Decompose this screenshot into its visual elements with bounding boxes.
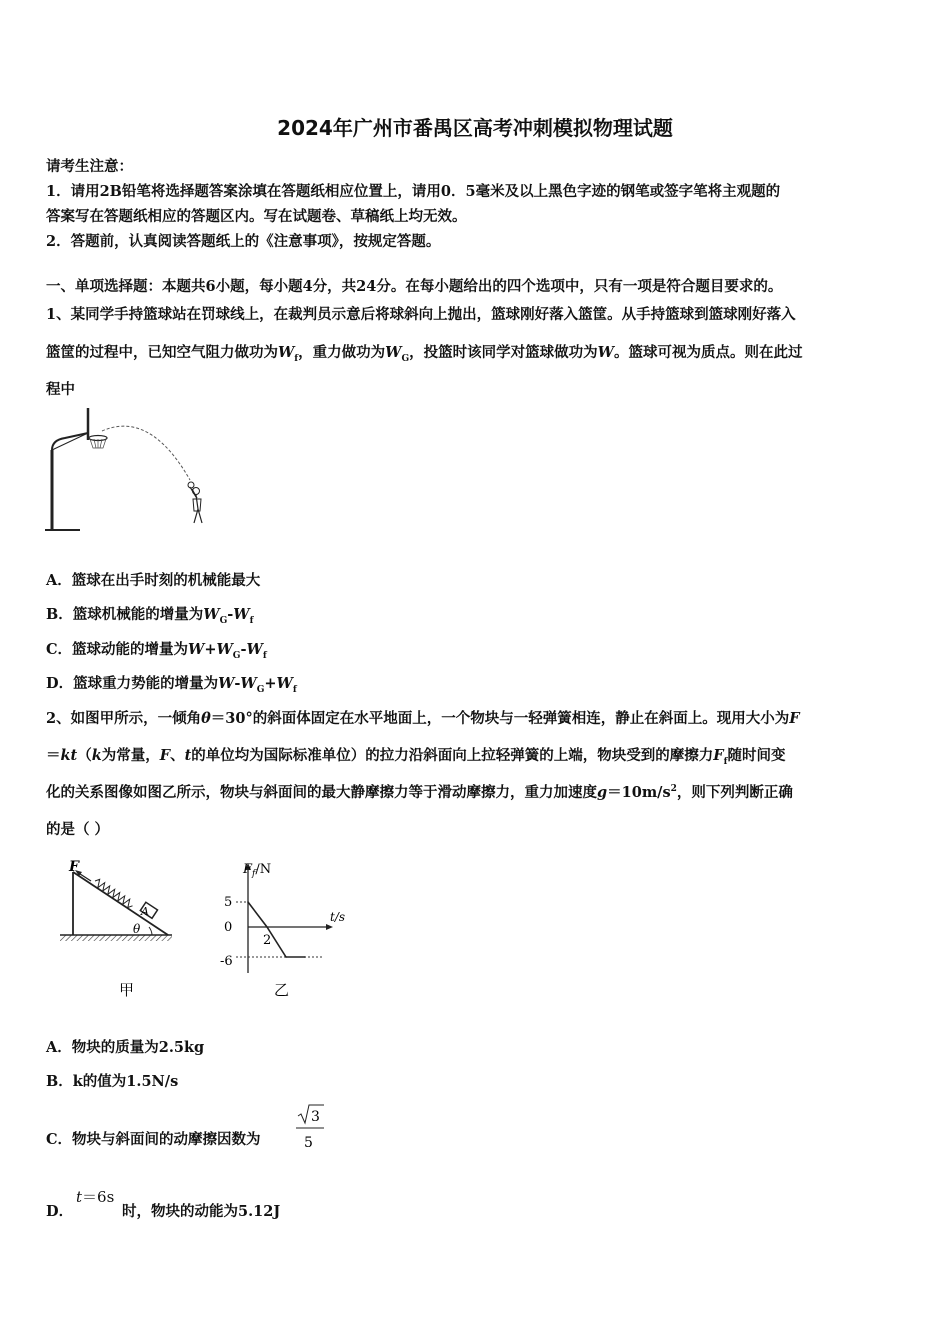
y-axis-label: $F_f/N$: [243, 862, 272, 879]
q2-line-3: 化的关系图像如图乙所示，物块与斜面间的最大静摩擦力等于滑动摩擦力，重力加速度$g=10m/s^2$，则下列判断正确: [46, 784, 793, 801]
q1-option-d: D．篮球重力势能的增量为$W-W_G+W_f$: [46, 675, 297, 695]
q2-option-d-time: t＝6s: [76, 1188, 115, 1206]
q1-line-3: 程中: [46, 381, 75, 398]
incline-figure: [55, 855, 185, 1005]
q2-option-d-text: 时，物块的动能为5.12J: [122, 1203, 281, 1220]
basketball-figure: [40, 405, 220, 535]
notice-line-2: 答案写在答题纸相应的答题区内。写在试题卷、草稿纸上均无效。: [46, 208, 467, 225]
tick-label-0: 0: [224, 920, 233, 935]
section-heading: 一、单项选择题：本题共6小题，每小题4分，共24分。在每小题给出的四个选项中，只有一项是符合题目要求的。: [46, 278, 783, 295]
q1-line-2: 篮筐的过程中，已知空气阻力做功为$W_f$，重力做功为$W_G$，投篮时该同学对篮球做功为W。篮球可视为质点。则在此过: [46, 344, 803, 364]
page-title: 2024年广州市番禺区高考冲刺模拟物理试题: [277, 116, 673, 140]
tick-label-minus-6: -6: [220, 954, 233, 969]
notice-heading: 请考生注意：: [46, 158, 133, 175]
data-point-3: [304, 956, 306, 958]
tick-label-5: 5: [224, 895, 233, 910]
q2-line-1: 2、如图甲所示，一倾角θ＝30°的斜面体固定在水平地面上，一个物块与一轻弹簧相连，静止在斜面上。现用大小为F: [46, 710, 800, 727]
q2-option-b: B．k的值为1.5N/s: [46, 1073, 179, 1090]
fraction-denominator: 5: [304, 1135, 313, 1151]
fraction-numerator: 3: [311, 1109, 320, 1125]
data-point-2: [285, 956, 287, 958]
q2-option-d-label: D．: [46, 1203, 74, 1220]
q2-option-a: A．物块的质量为2.5kg: [46, 1039, 205, 1056]
q2-line-2: ＝kt（k为常量，F、t的单位均为国际标准单位）的拉力沿斜面向上拉轻弹簧的上端，物块受到的摩擦力$F_f$随时间变: [46, 747, 786, 767]
friction-series-line: [248, 902, 305, 957]
q1-option-c: C．篮球动能的增量为$W+W_G-W_f$: [46, 641, 267, 661]
data-point-1: [266, 926, 268, 928]
x-axis-arrow: [326, 924, 333, 930]
force-label: F: [69, 859, 79, 875]
q1-line-1: 1、某同学手持篮球站在罚球线上，在裁判员示意后将球斜向上抛出，篮球刚好落入篮筐。从手持篮球到篮球刚好落入: [46, 306, 796, 323]
x-axis-label: t/s: [330, 910, 346, 924]
q2-line-4: 的是（ ）: [46, 821, 110, 838]
notice-line-1: 1．请用2B铅笔将选择题答案涂填在答题纸相应位置上，请用0．5毫米及以上黑色字迹的钢笔或签字笔将主观题的: [46, 183, 781, 200]
angle-label: θ: [133, 922, 141, 936]
sqrt3-over-5-fraction: [292, 1102, 328, 1154]
q1-option-b: B．篮球机械能的增量为$W_G-W_f$: [46, 606, 254, 626]
data-point-0: [247, 901, 249, 903]
tick-label-2: 2: [263, 933, 272, 948]
friction-graph: [210, 855, 360, 1005]
caption-jia: 甲: [119, 981, 135, 999]
notice-line-3: 2．答题前，认真阅读答题纸上的《注意事项》，按规定答题。: [46, 233, 441, 250]
block-label: A: [141, 905, 149, 918]
q2-option-c: C．物块与斜面间的动摩擦因数为: [46, 1131, 261, 1148]
caption-yi: 乙: [274, 981, 290, 999]
q1-option-a: A．篮球在出手时刻的机械能最大: [46, 572, 261, 589]
